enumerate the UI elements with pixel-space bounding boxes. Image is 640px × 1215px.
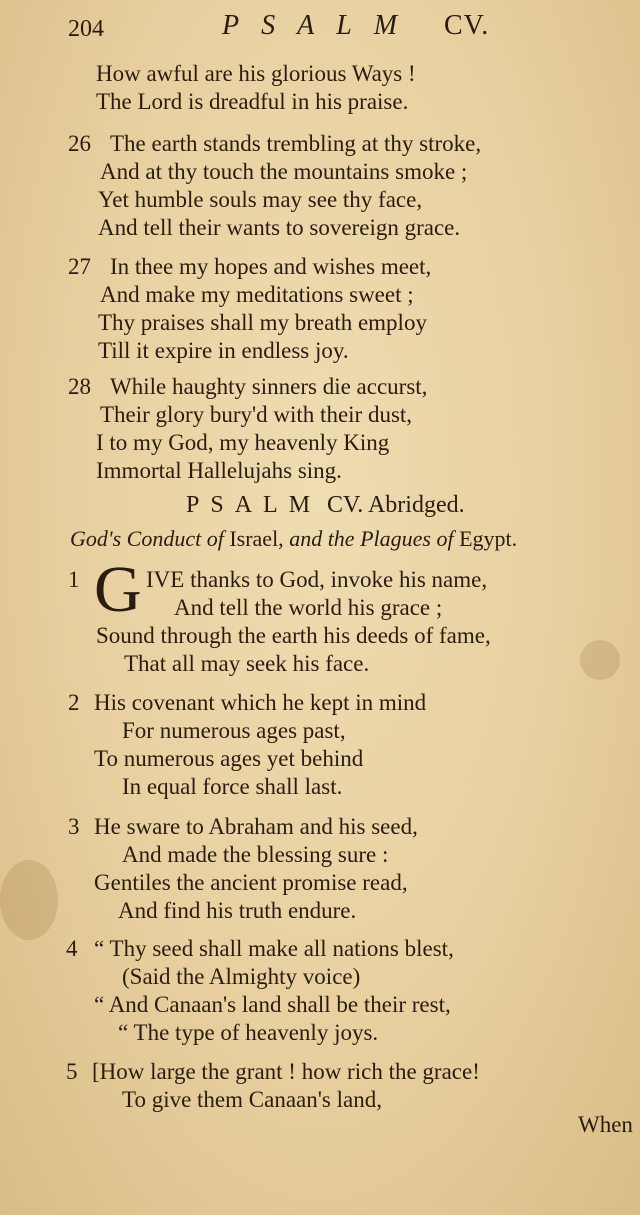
subtitle-place: Israel, [229, 526, 284, 551]
verse-line: And make my meditations sweet ; [100, 282, 414, 307]
verse-line: IVE thanks to God, invoke his name, [146, 567, 488, 592]
verse-line: Till it expire in endless joy. [98, 338, 349, 363]
verse-line: “ And Canaan's land shall be their rest, [94, 992, 451, 1017]
verse-line: I to my God, my heavenly King [96, 430, 390, 455]
verse-line: Thy praises shall my breath employ [98, 310, 427, 335]
verse-line: His covenant which he kept in mind [94, 690, 427, 715]
verse-line: He sware to Abraham and his seed, [94, 814, 418, 839]
psalm-title-word: PSALM [186, 492, 322, 518]
verse-line: Their glory bury'd with their dust, [100, 402, 413, 427]
verse-number: 27 [68, 254, 91, 279]
running-head: PSALM [222, 10, 420, 41]
verse-line: [How large the grant ! how rich the grace! [92, 1059, 480, 1084]
verse-line: Immortal Hallelujahs sing. [96, 458, 342, 483]
psalm-title-rest: CV. Abridged. [327, 492, 465, 518]
running-head-number: CV. [444, 10, 490, 41]
verse-line: Yet humble souls may see thy face, [98, 187, 423, 212]
page-header [0, 6, 640, 40]
verse-line: Sound through the earth his deeds of fame, [96, 623, 491, 648]
drop-cap: G [94, 553, 142, 626]
verse-number: 1 [68, 567, 80, 592]
verse-number: 2 [68, 690, 80, 715]
page-stain [580, 640, 620, 680]
subtitle-place: Egypt. [459, 526, 518, 551]
verse-number: 26 [68, 131, 91, 156]
verse-line: That all may seek his face. [124, 651, 370, 676]
verse-line: And tell their wants to sovereign grace. [98, 215, 461, 240]
verse-line: The Lord is dreadful in his praise. [96, 89, 409, 114]
verse-line: Gentiles the ancient promise read, [94, 870, 408, 895]
verse-line: In equal force shall last. [122, 774, 343, 799]
psalm-title [186, 492, 465, 519]
verse-line: In thee my hopes and wishes meet, [110, 254, 432, 279]
verse-line: And find his truth endure. [118, 898, 357, 923]
page-stain [0, 860, 58, 940]
verse-line: To numerous ages yet behind [94, 746, 364, 771]
verse-line: How awful are his glorious Ways ! [96, 61, 416, 86]
verse-line: And made the blessing sure : [122, 842, 389, 867]
verse-line: (Said the Almighty voice) [122, 964, 361, 989]
verse-line: The earth stands trembling at thy stroke, [110, 131, 482, 156]
verse-number: 28 [68, 374, 91, 399]
verse-line: “ The type of heavenly joys. [118, 1020, 379, 1045]
verse-line: While haughty sinners die accurst, [110, 374, 428, 399]
catchword: When [578, 1112, 633, 1137]
verse-line: To give them Canaan's land, [122, 1087, 382, 1112]
verse-line: And tell the world his grace ; [174, 595, 443, 620]
verse-number: 4 [66, 936, 78, 961]
verse-number: 3 [68, 814, 80, 839]
subtitle-part: God's Conduct of [70, 526, 224, 551]
verse-number: 5 [66, 1059, 78, 1084]
verse-line: And at thy touch the mountains smoke ; [100, 159, 468, 184]
verse-line: “ Thy seed shall make all nations blest, [94, 936, 454, 961]
page-number: 204 [68, 16, 104, 42]
psalm-subtitle [70, 526, 517, 552]
subtitle-part: and the Plagues of [289, 526, 454, 551]
verse-line: For numerous ages past, [122, 718, 346, 743]
